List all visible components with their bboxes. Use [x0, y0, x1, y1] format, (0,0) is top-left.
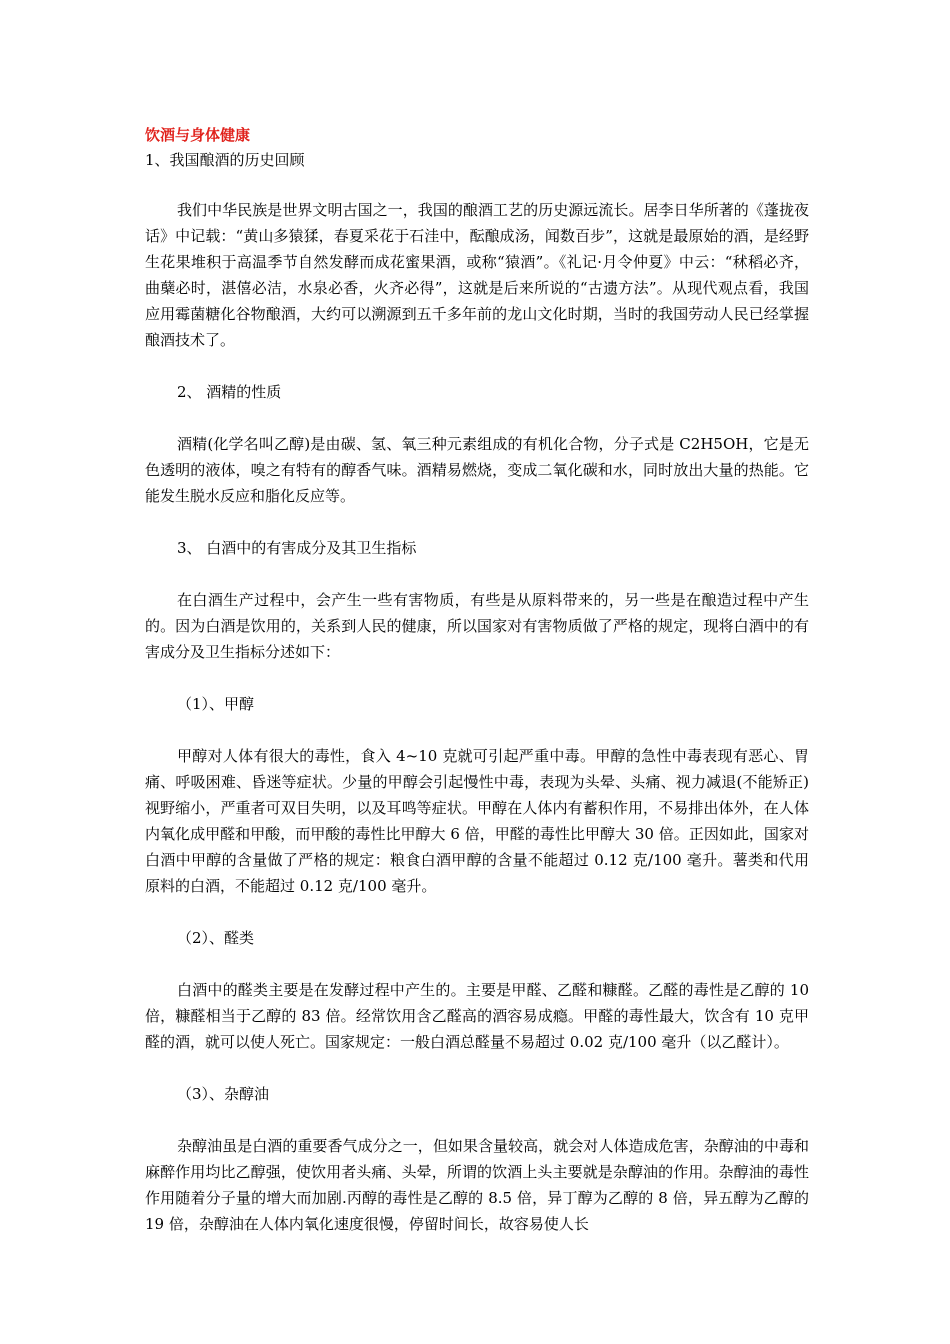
subsection-aldehydes-heading: （2）、醛类 — [177, 929, 255, 947]
subsection-fusel-oil-paragraph: 杂醇油虽是白酒的重要香气成分之一，但如果含量较高，就会对人体造成危害，杂醇油的中毒和麻醉作用均比乙醇强，使饮用者头痛、头晕，所谓的饮酒上头主要就是杂醇油的作用。杂醇油的毒性作用随着分子量的增大而加剧.丙醇的毒性是乙醇的 8.5 倍，异丁醇为乙醇的 8 倍，异五醇为乙醇的 19 倍，杂醇油在人体内氧化速度很慢，停留时间长，故容易使人长 — [145, 1137, 809, 1233]
spacer — [145, 1055, 809, 1081]
spacer — [145, 899, 809, 925]
spacer — [145, 353, 809, 379]
section-1-paragraph: 我们中华民族是世界文明古国之一，我国的酿酒工艺的历史源远流长。居李日华所著的《蓬拢夜话》中记载：“黄山多猿猱，春夏采花于石洼中，酝酿成汤，闻数百步”，这就是最原始的酒，是经野生花果堆积于高温季节自然发酵而成花蜜果酒，或称“猿酒”。《礼记·月令仲夏》中云：“秫稻必齐，曲蘖必时，湛僖必洁，水泉必香，火齐必得”，这就是后来所说的“古遗方法”。从现代观点看，我国应用霉菌糖化谷物酿酒，大约可以溯源到五千多年前的龙山文化时期，当时的我国劳动人民已经掌握酿酒技术了。 — [145, 201, 809, 349]
spacer — [145, 405, 809, 431]
section-3-paragraph: 在白酒生产过程中，会产生一些有害物质，有些是从原料带来的，另一些是在酿造过程中产生的。因为白酒是饮用的，关系到人民的健康，所以国家对有害物质做了严格的规定，现将白酒中的有害成分及卫生指标分述如下： — [145, 591, 809, 661]
section-2-paragraph: 酒精(化学名叫乙醇)是由碳、氢、氧三种元素组成的有机化合物，分子式是 C2H5OH，它是无色透明的液体，嗅之有特有的醇香气味。酒精易燃烧，变成二氧化碳和水，同时放出大量的热能。它能发生脱水反应和脂化反应等。 — [145, 435, 809, 505]
spacer — [145, 665, 809, 691]
spacer — [145, 509, 809, 535]
subsection-methanol-paragraph: 甲醇对人体有很大的毒性，食入 4~10 克就可引起严重中毒。甲醇的急性中毒表现有恶心、胃痛、呼吸困难、昏迷等症状。少量的甲醇会引起慢性中毒，表现为头晕、头痛、视力减退(不能矫正)视野缩小，严重者可双目失明，以及耳鸣等症状。甲醇在人体内有蓄积作用，不易排出体外，在人体内氧化成甲醛和甲酸，而甲酸的毒性比甲醇大 6 倍，甲醛的毒性比甲醇大 30 倍。正因如此，国家对白酒中甲醇的含量做了严格的规定：粮食白酒甲醇的含量不能超过 0.12 克/100 毫升。薯类和代用原料的白酒，不能超过 0.12 克/100 毫升。 — [145, 747, 809, 895]
document-page — [145, 124, 809, 1237]
section-1-heading: 1、我国酿酒的历史回顾 — [145, 151, 305, 169]
section-3-heading: 3、 白酒中的有害成分及其卫生指标 — [177, 539, 417, 557]
spacer — [145, 717, 809, 743]
spacer — [145, 1107, 809, 1133]
subsection-fusel-oil-heading: （3）、杂醇油 — [177, 1085, 270, 1103]
spacer — [145, 951, 809, 977]
subsection-aldehydes-paragraph: 白酒中的醛类主要是在发酵过程中产生的。主要是甲醛、乙醛和糠醛。乙醛的毒性是乙醇的 10 倍，糠醛相当于乙醇的 83 倍。经常饮用含乙醛高的酒容易成瘾。甲醛的毒性最大，饮含有 10 克甲醛的酒，就可以使人死亡。国家规定：一般白酒总醛量不易超过 0.02 克/100 毫升（以乙醛计）。 — [145, 981, 809, 1051]
subsection-methanol-heading: （1）、甲醇 — [177, 695, 255, 713]
document-title: 饮酒与身体健康 — [145, 126, 251, 144]
spacer — [145, 561, 809, 587]
spacer — [145, 173, 809, 197]
section-2-heading: 2、 酒精的性质 — [177, 383, 282, 401]
